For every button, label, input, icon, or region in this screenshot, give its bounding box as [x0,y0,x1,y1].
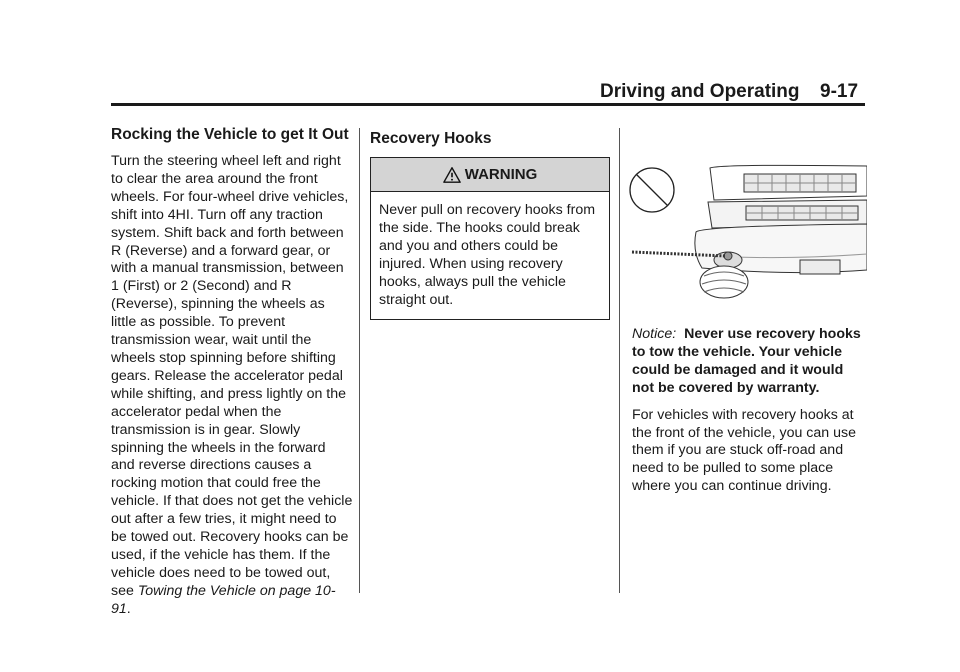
page-section-title: Driving and Operating [600,81,800,102]
warning-triangle-icon [443,166,461,184]
recovery-hooks-paragraph: For vehicles with recovery hooks at the front of the vehicle, you can use them if you are stuck off-road and need to be pulled to some place where you can continue driving. [632,406,856,495]
vehicle-front-drawing [695,165,867,298]
recovery-hook-illustration [622,160,867,300]
warning-body [371,192,609,319]
paragraph-tail: . [126,600,131,617]
page-number: 9-17 [820,81,859,102]
header-rule [111,103,865,106]
section-title-rocking: Rocking the Vehicle to get It Out [111,126,349,143]
notice-paragraph [632,326,867,398]
right-column [632,326,867,496]
warning-text: Never pull on recovery hooks from the side. The hooks could break and you and others could be injured. When using recovery hooks, always pull the vehicle straight out. [379,202,596,308]
notice-text: Never use recovery hooks to tow the vehicle. Your vehicle could be damaged and it would not be covered by warranty. [632,326,861,396]
towing-cross-reference-link[interactable]: Towing the Vehicle on page 10-91 [111,582,336,617]
rocking-paragraph [111,153,353,619]
rocking-paragraph-text: Turn the steering wheel left and right to clear the area around the front wheels. For four-wheel drive vehicles, shift into 4HI. Turn off any traction system. Shift back and forth between R (Reverse) and a forward gear, or with a manual transmission, between 1 (First) or 2 (Second) and R (Reverse), spinning the wheels as little as possible. To prevent transmission wear, wait until the wheels stop spinning before shifting gears. Release the accelerator pedal while shifting, and press lightly on the accelerator pedal when the transmission is in gear. Slowly spinning the wheels in the forward and reverse directions causes a rocking motion that could free the vehicle. If that does not get the vehicle out after a few tries, it might need to be towed out. Recovery hooks can be used, if the vehicle has them. If the vehicle does need to be towed out, see [111,153,353,599]
warning-header [371,158,609,192]
prohibited-sign-icon [630,168,674,212]
column-divider-left [359,128,360,593]
warning-label: WARNING [464,166,538,183]
column-divider-right [619,128,620,593]
warning-box [370,157,610,320]
section-title-recovery-hooks: Recovery Hooks [370,130,492,147]
left-column [111,126,353,619]
middle-column [370,130,610,320]
notice-label: Notice: [632,326,677,342]
